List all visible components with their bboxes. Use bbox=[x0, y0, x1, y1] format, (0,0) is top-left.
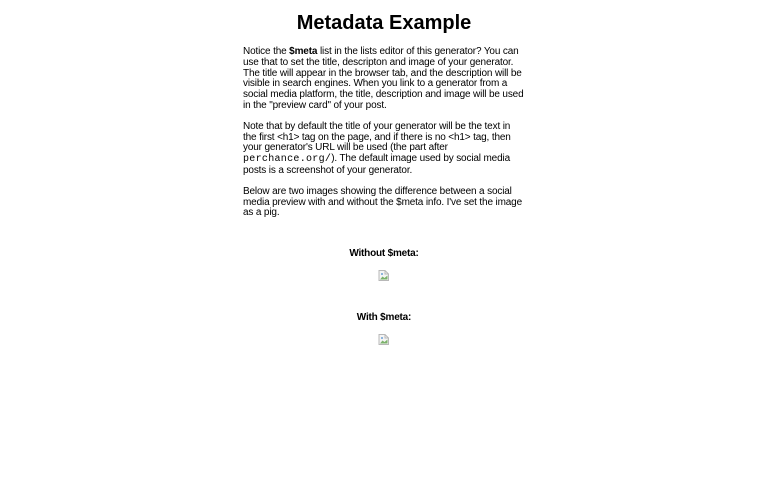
with-meta-label: With $meta: bbox=[356, 312, 412, 323]
content-body bbox=[243, 47, 525, 229]
broken-image-icon bbox=[378, 268, 389, 279]
broken-image-icon bbox=[378, 332, 389, 343]
url-code: perchance.org/ bbox=[243, 154, 332, 166]
page-title: Metadata Example bbox=[296, 12, 472, 34]
images-intro-paragraph: Below are two images showing the difference between a social media preview with and without the $meta info. I've set the image as a pig. bbox=[243, 185, 522, 219]
default-title-paragraph: Note that by default the title of your generator will be the text in the first <h1> tag on the page, and if there is no <h1> tag, then your generator's URL will be used (the part after perchance.org/). The default image used by social media posts is a screenshot of your generator. bbox=[243, 120, 511, 176]
meta-keyword: $meta bbox=[289, 46, 318, 57]
intro-paragraph: Notice the $meta list in the lists editor of this generator? You can use that to set the title, descripton and image of your generator. The title will appear in the browser tab, and the description will be visible in search engines. When you link to a generator from a social media platform, the title, description and image will be used in the "preview card" of your post. bbox=[243, 46, 524, 111]
without-meta-label: Without $meta: bbox=[349, 248, 419, 259]
